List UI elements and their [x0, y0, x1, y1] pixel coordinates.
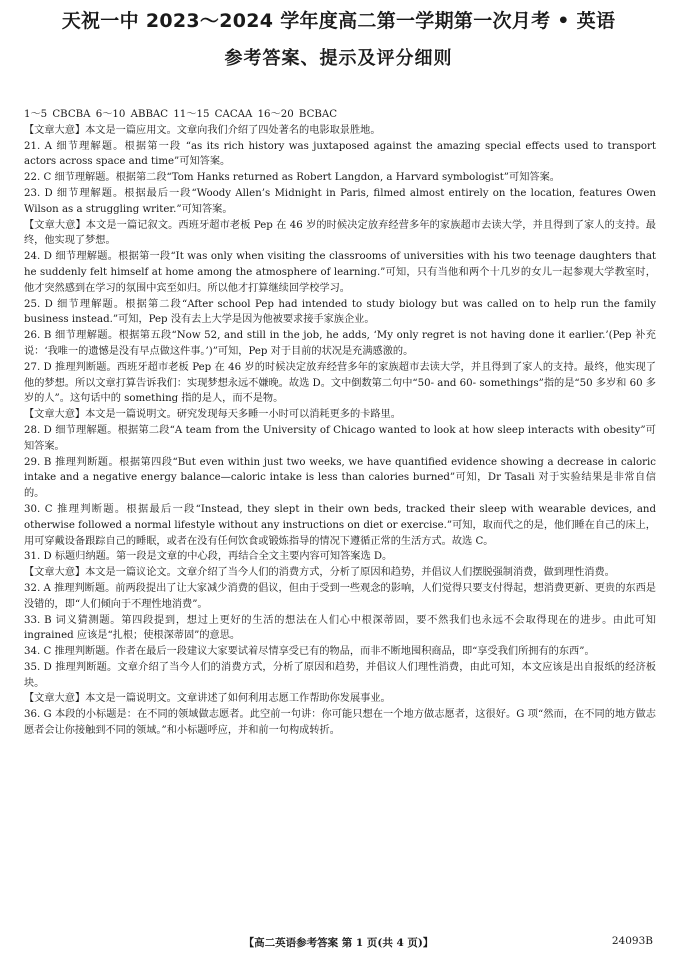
answer-36: 36. G 本段的小标题是：在不同的领域做志愿者。此空前一句讲：你可能只想在一个地方做志愿者，这很好。G 项“然而，在不同的地方做志愿者会让你接触到不同的领域。”和小标题呼应，并和前一句构成转折。 — [24, 709, 656, 737]
passage-summary-b: 【文章大意】本文是一篇记叙文。西班牙超市老板 Pep 在 46 岁的时候决定放弃经营多年的家族超市去读大学，并且得到了家人的支持。最终，他实现了梦想。 — [24, 219, 656, 247]
answer-33: 33. B 词义猜测题。第四段提到，想过上更好的生活的想法在人们心中根深蒂固，要不然我们也永远不会取得现在的进步。由此可知 ingrained 应该是“扎根；使根深蒂固”的意思。 — [24, 614, 656, 642]
page-footer — [0, 935, 677, 951]
answer-body — [24, 107, 656, 739]
answer-34: 34. C 推理判断题。作者在最后一段建议大家要试着尽情享受已有的物品，而非不断地囤积商品，即“享受我们所拥有的东西”。 — [24, 646, 595, 658]
passage-summary-e: 【文章大意】本文是一篇说明文。文章讲述了如何利用志愿工作帮助你发展事业。 — [24, 693, 391, 705]
passage-summary-d: 【文章大意】本文是一篇议论文。文章介绍了当今人们的消费方式，分析了原因和趋势，并倡议人们摆脱强制消费，做到理性消费。 — [24, 567, 615, 579]
answer-28: 28. D 细节理解题。根据第二段“A team from the University of Chicago wanted to look at how sleep interacts with obesity”可知答案。 — [24, 424, 656, 452]
answer-30: 30. C 推理判断题。根据最后一段“Instead, they slept in their own beds, tracked their sleep with wearable devices, and otherwise followed a normal lifestyle without any instructions on diet or exercise.”可知，取而代之的是，他们睡在自己的床上，用可穿戴设备跟踪自己的睡眠，或者在没有任何饮食或锻炼指导的情况下遵循正常的生活方式。故选 C。 — [24, 503, 656, 547]
answer-32: 32. A 推理判断题。前两段提出了让大家减少消费的倡议，但由于受到一些观念的影响，人们觉得只要支付得起，想消费更新、更贵的东西是没错的，即“人们倾向于不理性地消费”。 — [24, 582, 656, 610]
answer-24: 24. D 细节理解题。根据第一段“It was only when visiting the classrooms of universities with his two teenage daughters that he suddenly felt himself at home among the atmosphere of learning.”可知，只有当他和两个十几岁的女儿一起参观大学教室时，他才突然感到在学习的氛围中宾至如归。所以他才打算继续回学校学习。 — [24, 251, 656, 294]
multiple-choice-answers: 1～5 CBCBA 6～10 ABBAC 11～15 CACAA 16～20 BCBAC — [24, 109, 338, 120]
document-code: 24093B — [611, 935, 653, 947]
answer-27: 27. D 推理判断题。西班牙超市老板 Pep 在 46 岁的时候决定放弃经营多年的家族超市去读大学，并且得到了家人的支持。最终，他实现了他的梦想。所以文章打算告诉我们：实现梦想永远不嫌晚。故选 D。文中倒数第二句中“50- and 60- somethings”指的是“50 多岁和 60 多岁的人”。这句话中的 something 指的是人，而不是物。 — [24, 361, 656, 405]
answer-31: 31. D 标题归纳题。第一段是文章的中心段，再结合全文主要内容可知答案选 D。 — [24, 551, 393, 563]
page-title: 天祝一中 2023～2024 学年度高二第一学期第一次月考 • 英语 — [61, 10, 616, 32]
answer-35: 35. D 推理判断题。文章介绍了当今人们的消费方式，分析了原因和趋势，并倡议人们理性消费，由此可知，本文应该是出自报纸的经济板块。 — [24, 661, 656, 689]
answer-23: 23. D 细节理解题。根据最后一段“Woody Allen’s Midnight in Paris, filmed almost entirely on the location, features Owen Wilson as a struggling writer.”可知答案。 — [24, 187, 656, 215]
passage-summary-c: 【文章大意】本文是一篇说明文。研究发现每天多睡一小时可以消耗更多的卡路里。 — [24, 409, 401, 421]
page-subtitle: 参考答案、提示及评分细则 — [224, 48, 453, 69]
passage-summary-a: 【文章大意】本文是一篇应用文。文章向我们介绍了四处著名的电影取景胜地。 — [24, 124, 381, 136]
answer-22: 22. C 细节理解题。根据第二段“Tom Hanks returned as Robert Langdon, a Harvard symbologist”可知答案。 — [24, 172, 560, 184]
answer-29: 29. B 推理判断题。根据第四段“But even within just two weeks, we have quantified evidence showing a decrease in caloric intake and a negative energy balance—caloric intake is less than calories burned”可知，Dr Tasali 对于实验结果是非常自信的。 — [24, 456, 656, 500]
answer-26: 26. B 细节理解题。根据第五段“Now 52, and still in the job, he adds, ‘My only regret is not having done it earlier.’(Pep 补充说：‘我唯一的遗憾是没有早点做这件事。’)”可知，Pep 对于目前的状况是充满感激的。 — [24, 330, 656, 357]
page-number-label: 【高二英语参考答案 第 1 页(共 4 页)】 — [243, 937, 434, 949]
answer-25: 25. D 细节理解题。根据第二段“After school Pep had intended to study biology but was called on to help run the family business instead.”可知，Pep 没有去上大学是因为他被要求接手家族企业。 — [24, 298, 656, 326]
answer-21: 21. A 细节理解题。根据第一段 “as its rich history was juxtaposed against the amazing special effects used to transport actors across space and time”可知答案。 — [24, 140, 656, 168]
